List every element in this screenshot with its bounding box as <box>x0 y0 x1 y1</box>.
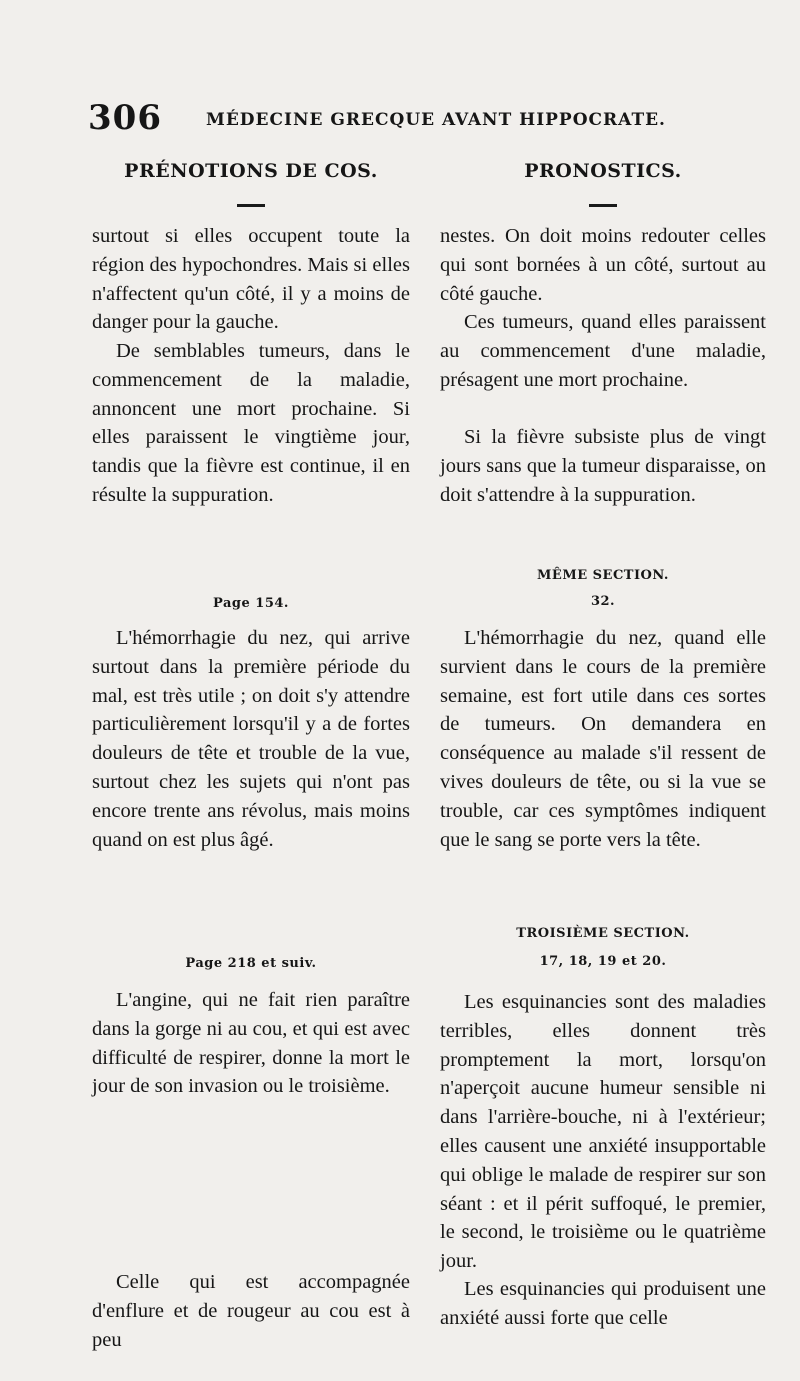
running-title: MÉDECINE GRECQUE AVANT HIPPOCRATE. <box>206 110 666 130</box>
page-number: 306 <box>88 98 162 138</box>
left-paragraph-2: De semblables tumeurs, dans le commencement de la maladie, annoncent une mort prochaine. Si elles paraissent le vingtième jour, tandis que la fièvre est continue, il en résulte la suppuration. <box>92 340 410 506</box>
right-paragraph-6: Les esquinancies qui produisent une anxiété aussi forte que celle <box>440 1278 766 1329</box>
left-paragraph-4: L'angine, qui ne fait rien paraître dans la gorge ni au cou, et qui est avec difficulté de respirer, donne la mort le jour de son invasion ou le troisième. <box>92 989 410 1098</box>
right-paragraph-3: Si la fièvre subsiste plus de vingt jours sans que la tumeur disparaisse, on doit s'attendre à la suppuration. <box>440 426 766 506</box>
right-paragraph-1: nestes. On doit moins redouter celles qui sont bornées à un côté, surtout au côté gauche. <box>440 225 766 305</box>
right-paragraph-5: Les esquinancies sont des maladies terribles, elles donnent très promptement la mort, lorsqu'on n'aperçoit aucune humeur sensible ni dans l'arrière-bouche, ni à l'extérieur; elles causent une anxiété insupportable qui oblige le malade de respirer sur son séant : et il périt suffoqué, le premier, le second, le troisième ou le quatrième jour. <box>440 991 766 1273</box>
page-header <box>88 98 768 144</box>
right-paragraph-2: Ces tumeurs, quand elles paraissent au commencement d'une maladie, présagent une mort prochaine. <box>440 311 766 391</box>
left-label-page-218: Page 218 et suiv. <box>185 956 317 971</box>
right-label-troisieme-section: TROISIÈME SECTION. <box>516 926 690 941</box>
right-label-meme-section: MÊME SECTION. <box>537 568 669 583</box>
left-title-rule <box>237 204 265 207</box>
right-title-rule <box>589 204 617 207</box>
left-paragraph-5: Celle qui est accompagnée d'enflure et de rougeur au cou est à peu <box>92 1271 410 1351</box>
left-paragraph-3: L'hémorrhagie du nez, qui arrive surtout dans la première période du mal, est très utile ; on doit s'y attendre particulièrement lorsqu'il y a de fortes douleurs de tête et trouble de la vue, surtout chez les sujets qui n'ont pas encore trente ans révolus, mais moins quand on est plus âgé. <box>92 627 410 851</box>
left-label-page-154: Page 154. <box>213 596 289 611</box>
right-paragraph-4: L'hémorrhagie du nez, quand elle survient dans le cours de la première semaine, est fort utile dans ces sortes de tumeurs. On demandera en conséquence au malade s'il ressent de vives douleurs de tête, ou si la vue se trouble, car ces symptômes indiquent que le sang se porte vers la tête. <box>440 627 766 851</box>
right-label-section-number: 32. <box>590 594 616 609</box>
right-column-title: PRONOSTICS. <box>524 160 682 182</box>
left-column-title: PRÉNOTIONS DE COS. <box>124 160 378 182</box>
left-paragraph-1: surtout si elles occupent toute la région des hypochondres. Mais si elles n'affectent qu'un côté, il y a moins de danger pour la gauche. <box>92 225 410 334</box>
right-label-section-numbers: 17, 18, 19 et 20. <box>539 954 667 969</box>
